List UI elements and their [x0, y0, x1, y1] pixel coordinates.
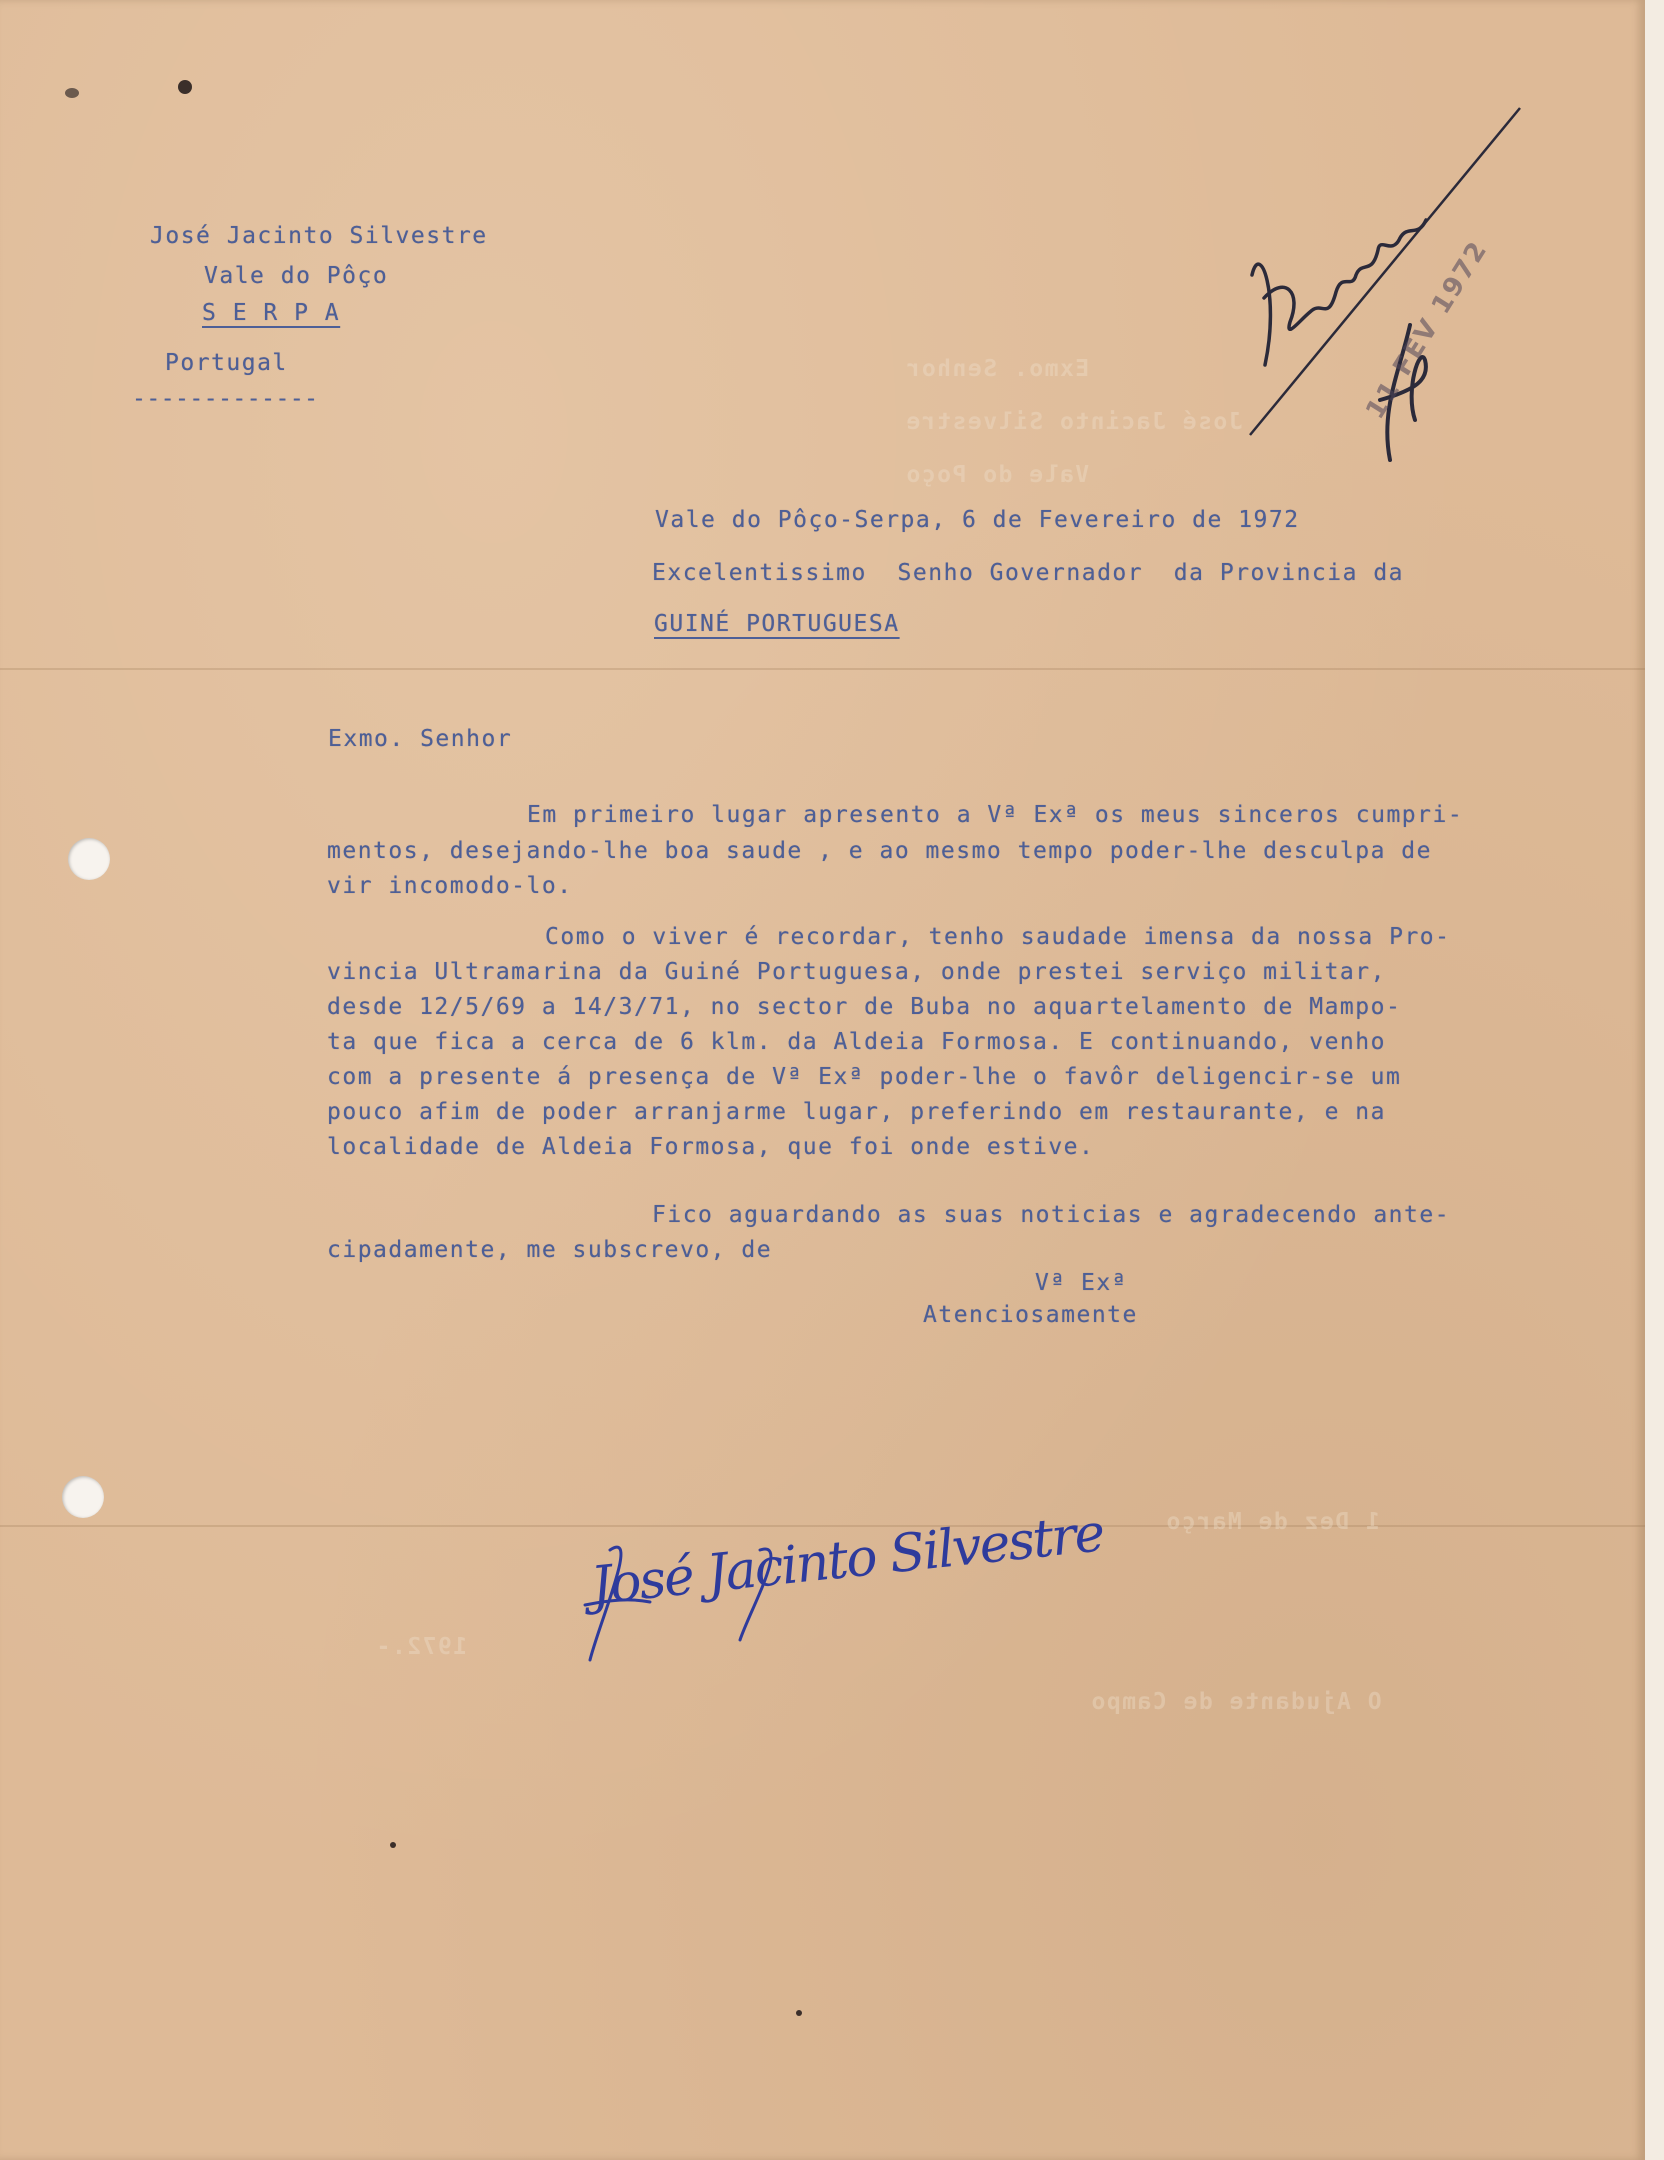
fold-crease	[0, 668, 1645, 670]
closing-title: Vª Exª	[1035, 1270, 1128, 1296]
addressee-line: Excelentissimo Senho Governador da Provincia da	[652, 560, 1405, 586]
body-line: vir incomodo-lo.	[327, 873, 573, 899]
body-line: pouco afim de poder arranjarme lugar, preferindo em restaurante, e na	[327, 1099, 1386, 1125]
body-line: vincia Ultramarina da Guiné Portuguesa, onde prestei serviço militar,	[327, 959, 1386, 985]
addressee-province: GUINÉ PORTUGUESA	[654, 611, 900, 637]
sender-town: S E R P A	[202, 300, 341, 326]
salutation: Exmo. Senhor	[328, 726, 513, 752]
sender-place: Vale do Pôço	[204, 263, 389, 289]
body-line: localidade de Aldeia Formosa, que foi onde estive.	[327, 1134, 1095, 1160]
ink-mark	[796, 2010, 802, 2016]
signature-text: José Jacinto Silvestre	[588, 1503, 1106, 1617]
bleed-through-text: 1 Dez de Março	[1165, 1509, 1380, 1535]
bleed-through-text: O Ajudante de Campo	[1090, 1689, 1382, 1715]
body-line: cipadamente, me subscrevo, de	[327, 1237, 773, 1263]
bleed-through-text: Vale do Poço	[905, 462, 1090, 488]
body-line: com a presente á presença de Vª Exª poder-lhe o favôr deligencir-se um	[327, 1064, 1402, 1090]
received-date-stamp: 11 FEV 1972	[1360, 235, 1494, 425]
sender-name: José Jacinto Silvestre	[150, 223, 488, 249]
ink-mark	[65, 88, 79, 98]
sender-country: Portugal	[165, 350, 288, 376]
handwritten-signature	[570, 1503, 1130, 1670]
ink-mark	[390, 1842, 396, 1848]
bleed-through-text: José Jacinto Silvestre	[905, 409, 1243, 435]
bleed-through-text: Exmo. Senhor	[905, 356, 1090, 382]
closing-word: Atenciosamente	[923, 1302, 1138, 1328]
body-line: Fico aguardando as suas noticias e agradecendo ante-	[652, 1202, 1451, 1228]
punch-hole	[68, 838, 110, 880]
bleed-through-text: 1972.-	[375, 1634, 468, 1660]
punch-hole	[62, 1476, 104, 1518]
body-line: ta que fica a cerca de 6 klm. da Aldeia Formosa. E continuando, venho	[327, 1029, 1386, 1055]
body-line: Em primeiro lugar apresento a Vª Exª os meus sinceros cumpri-	[527, 802, 1464, 828]
annotation-strokes	[1230, 60, 1560, 480]
ink-mark	[178, 80, 192, 94]
body-line: mentos, desejando-lhe boa saude , e ao mesmo tempo poder-lhe desculpa de	[327, 838, 1432, 864]
handwritten-annotation	[1230, 60, 1560, 480]
sender-rule: -------------	[132, 386, 319, 412]
date-line: Vale do Pôço-Serpa, 6 de Fevereiro de 1972	[655, 507, 1300, 533]
body-line: desde 12/5/69 a 14/3/71, no sector de Buba no aquartelamento de Mampo-	[327, 994, 1402, 1020]
body-line: Como o viver é recordar, tenho saudade imensa da nossa Pro-	[545, 924, 1451, 950]
signature-strokes	[570, 1510, 1130, 1670]
